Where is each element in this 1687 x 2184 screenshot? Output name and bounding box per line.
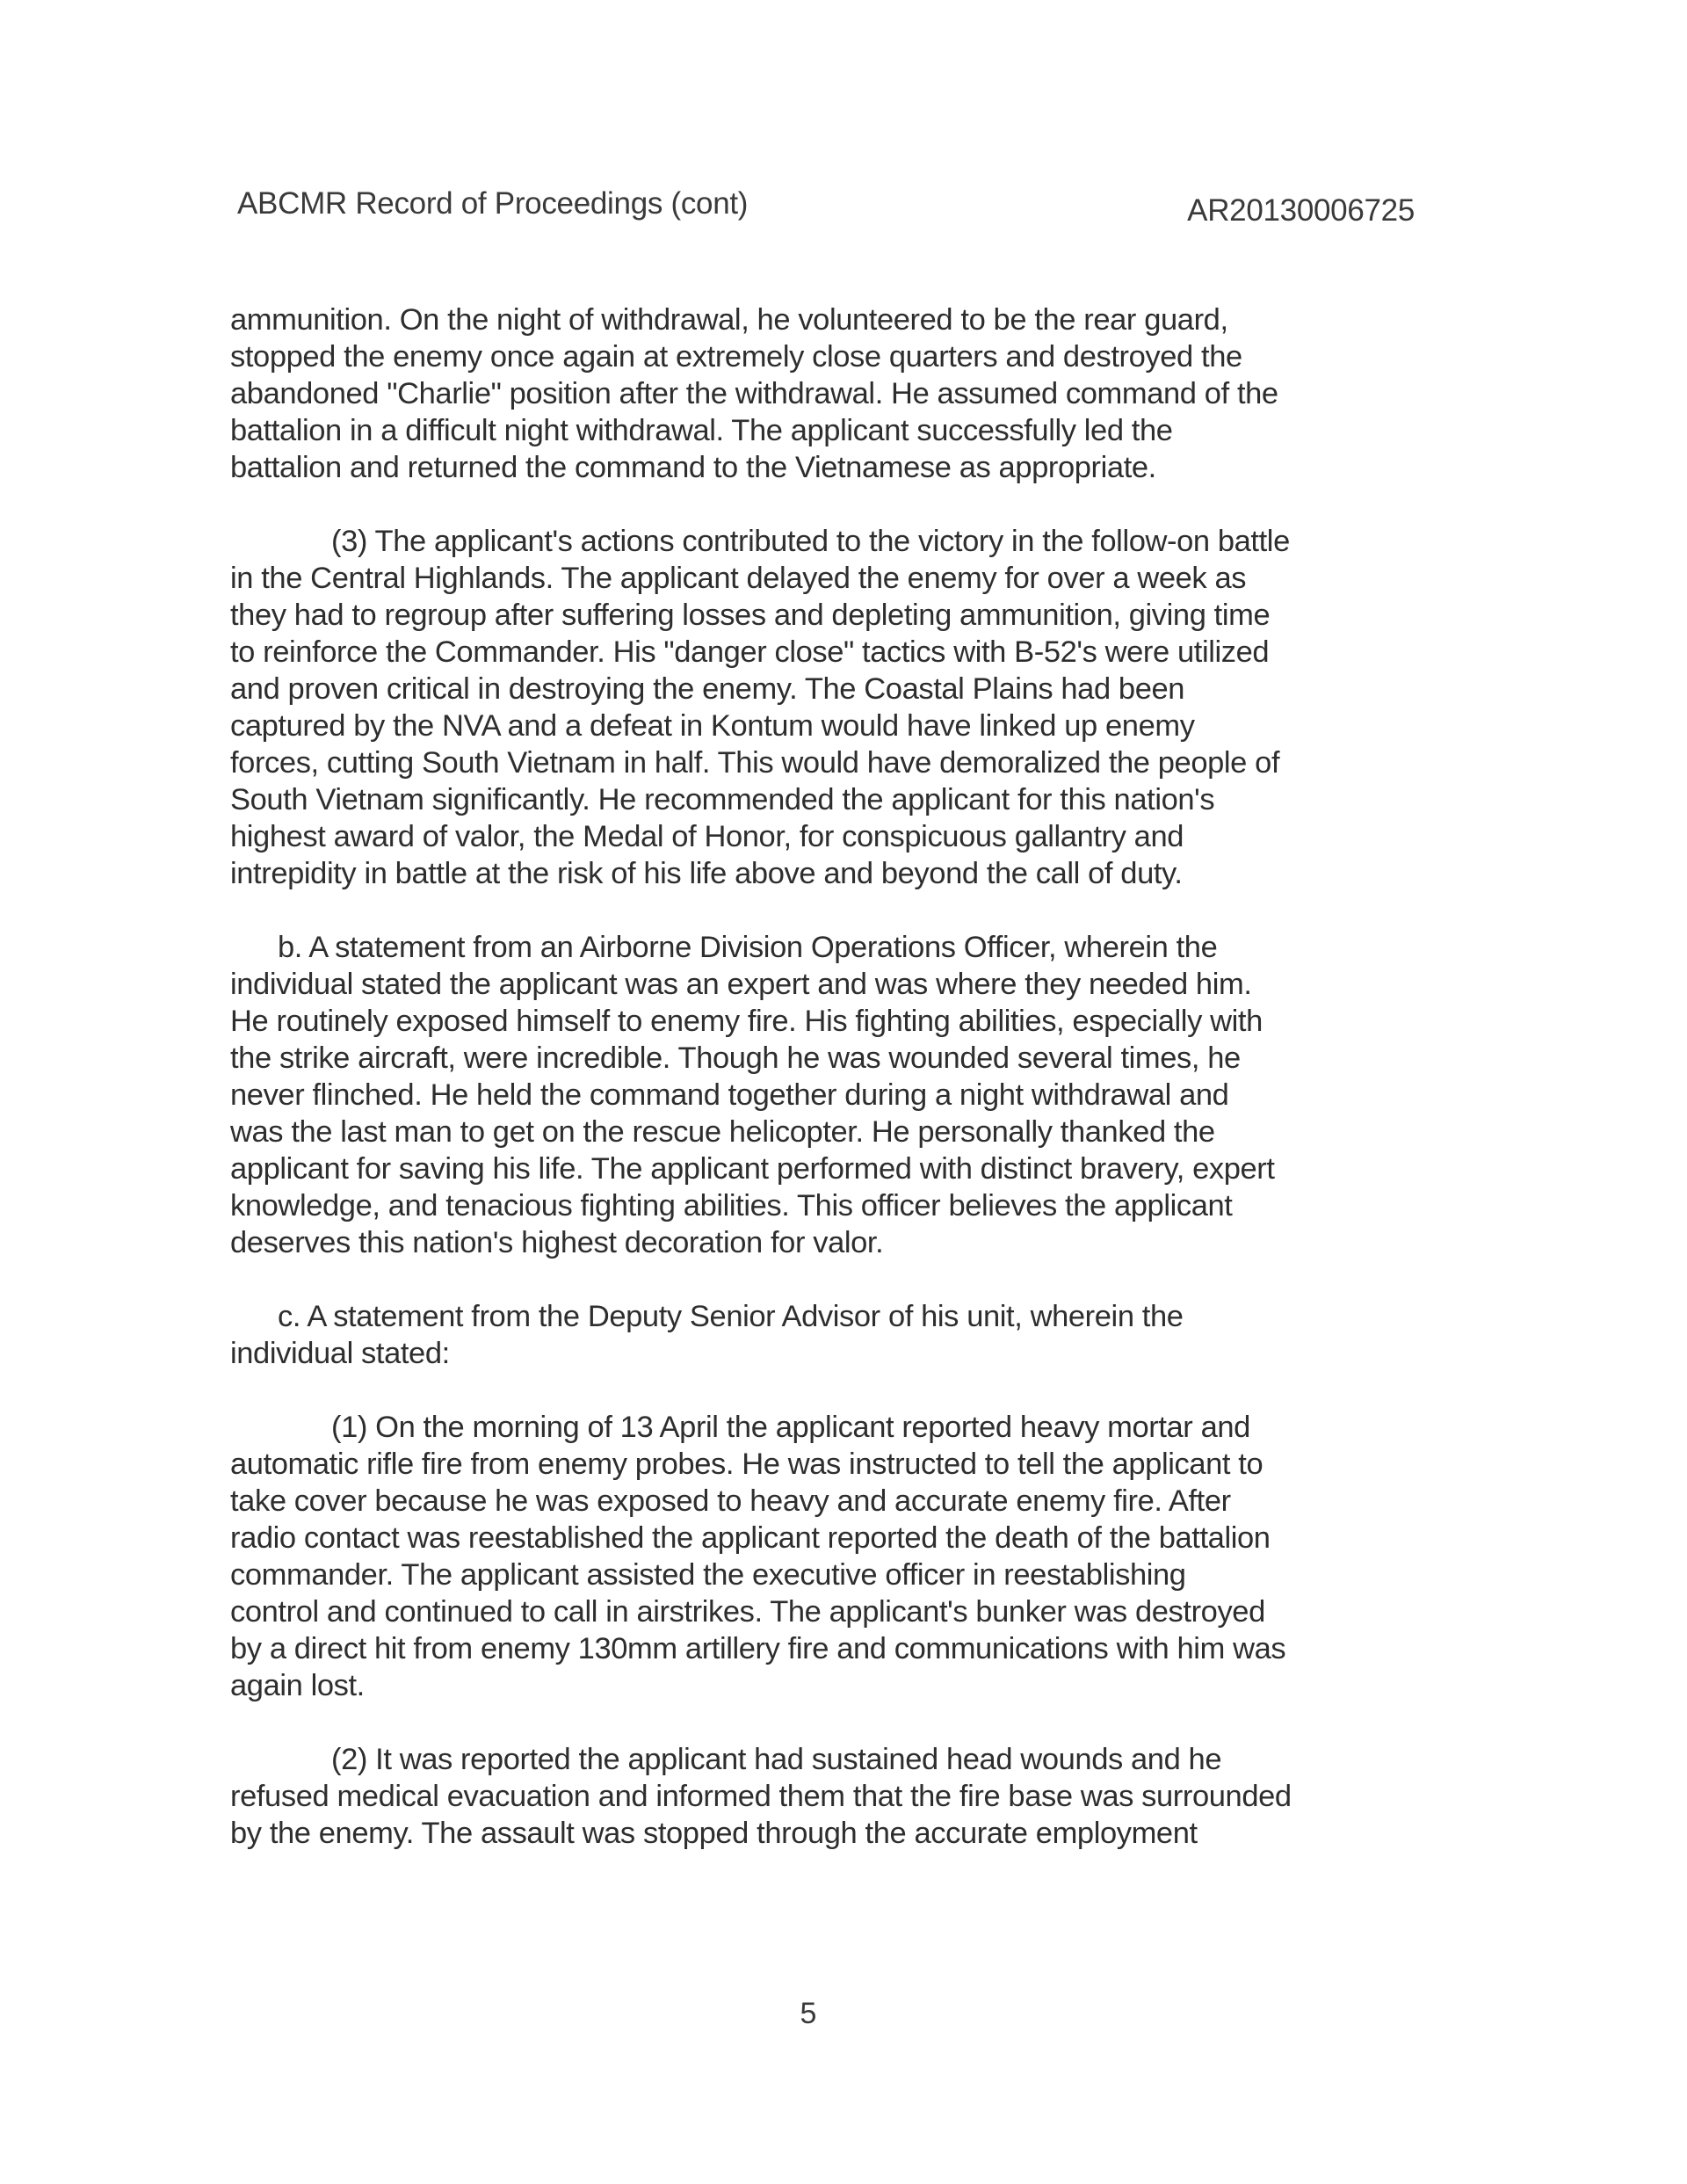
document-body <box>230 301 1425 1852</box>
text-line: ammunition. On the night of withdrawal, he volunteered to be the rear guard, <box>230 303 1228 337</box>
text-line: and proven critical in destroying the enemy. The Coastal Plains had been <box>230 672 1185 706</box>
text-line: take cover because he was exposed to heavy and accurate enemy fire. After <box>230 1484 1231 1518</box>
text-line: in the Central Highlands. The applicant delayed the enemy for over a week as <box>230 562 1247 595</box>
text-line: radio contact was reestablished the applicant reported the death of the battalion <box>230 1521 1271 1555</box>
text-line: c. A statement from the Deputy Senior Advisor of his unit, wherein the <box>278 1300 1184 1333</box>
docket-number: AR20130006725 <box>1187 193 1415 228</box>
text-line: abandoned "Charlie" position after the withdrawal. He assumed command of the <box>230 377 1278 410</box>
text-line: forces, cutting South Vietnam in half. This would have demoralized the people of <box>230 746 1280 780</box>
text-line: South Vietnam significantly. He recommended the applicant for this nation's <box>230 783 1215 816</box>
text-line: refused medical evacuation and informed them that the fire base was surrounded <box>230 1780 1292 1813</box>
text-line: stopped the enemy once again at extremely close quarters and destroyed the <box>230 340 1242 374</box>
text-line: applicant for saving his life. The applicant performed with distinct bravery, expert <box>230 1152 1275 1186</box>
text-line: knowledge, and tenacious fighting abilities. This officer believes the applicant <box>230 1189 1233 1223</box>
text-line: automatic rifle fire from enemy probes. He was instructed to tell the applicant to <box>230 1448 1263 1481</box>
paragraph-spacer <box>230 1261 1425 1298</box>
text-line: they had to regroup after suffering losses and depleting ammunition, giving time <box>230 599 1271 632</box>
text-line: never flinched. He held the command together during a night withdrawal and <box>230 1078 1229 1112</box>
paragraph-spacer <box>230 1704 1425 1741</box>
text-line: the strike aircraft, were incredible. Though he was wounded several times, he <box>230 1041 1241 1075</box>
paragraph-item-c <box>230 1298 1425 1372</box>
text-line: deserves this nation's highest decoration for valor. <box>230 1226 884 1259</box>
text-line: by the enemy. The assault was stopped through the accurate employment <box>230 1817 1198 1850</box>
text-line: (2) It was reported the applicant had sustained head wounds and he <box>331 1743 1222 1776</box>
text-line: (3) The applicant's actions contributed to the victory in the follow-on battle <box>331 525 1290 558</box>
text-line: individual stated: <box>230 1337 450 1370</box>
text-line: was the last man to get on the rescue helicopter. He personally thanked the <box>230 1115 1215 1149</box>
text-line: commander. The applicant assisted the executive officer in reestablishing <box>230 1558 1186 1592</box>
text-line: b. A statement from an Airborne Division Operations Officer, wherein the <box>278 931 1218 964</box>
text-line: to reinforce the Commander. His "danger close" tactics with B-52's were utilized <box>230 635 1270 669</box>
record-title: ABCMR Record of Proceedings (cont) <box>237 186 749 221</box>
text-line: battalion in a difficult night withdrawal. The applicant successfully led the <box>230 414 1173 447</box>
paragraph-item-c-2 <box>230 1741 1425 1852</box>
text-line: highest award of valor, the Medal of Honor, for conspicuous gallantry and <box>230 820 1184 853</box>
text-line: again lost. <box>230 1669 365 1702</box>
text-line: individual stated the applicant was an expert and was where they needed him. <box>230 968 1252 1001</box>
text-line: intrepidity in battle at the risk of his life above and beyond the call of duty. <box>230 857 1183 890</box>
page-number: 5 <box>800 1997 817 2030</box>
text-line: (1) On the morning of 13 April the applicant reported heavy mortar and <box>331 1411 1250 1444</box>
paragraph-continuation <box>230 301 1425 486</box>
paragraph-item-c-1 <box>230 1409 1425 1704</box>
paragraph-item-3 <box>230 523 1425 892</box>
text-line: by a direct hit from enemy 130mm artillery fire and communications with him was <box>230 1632 1286 1665</box>
paragraph-spacer <box>230 892 1425 929</box>
text-line: captured by the NVA and a defeat in Kontum would have linked up enemy <box>230 709 1195 743</box>
text-line: He routinely exposed himself to enemy fire. His fighting abilities, especially with <box>230 1005 1263 1038</box>
paragraph-spacer <box>230 1372 1425 1409</box>
paragraph-item-b <box>230 929 1425 1261</box>
text-line: control and continued to call in airstrikes. The applicant's bunker was destroyed <box>230 1595 1265 1629</box>
text-line: battalion and returned the command to the Vietnamese as appropriate. <box>230 451 1156 484</box>
paragraph-spacer <box>230 486 1425 523</box>
